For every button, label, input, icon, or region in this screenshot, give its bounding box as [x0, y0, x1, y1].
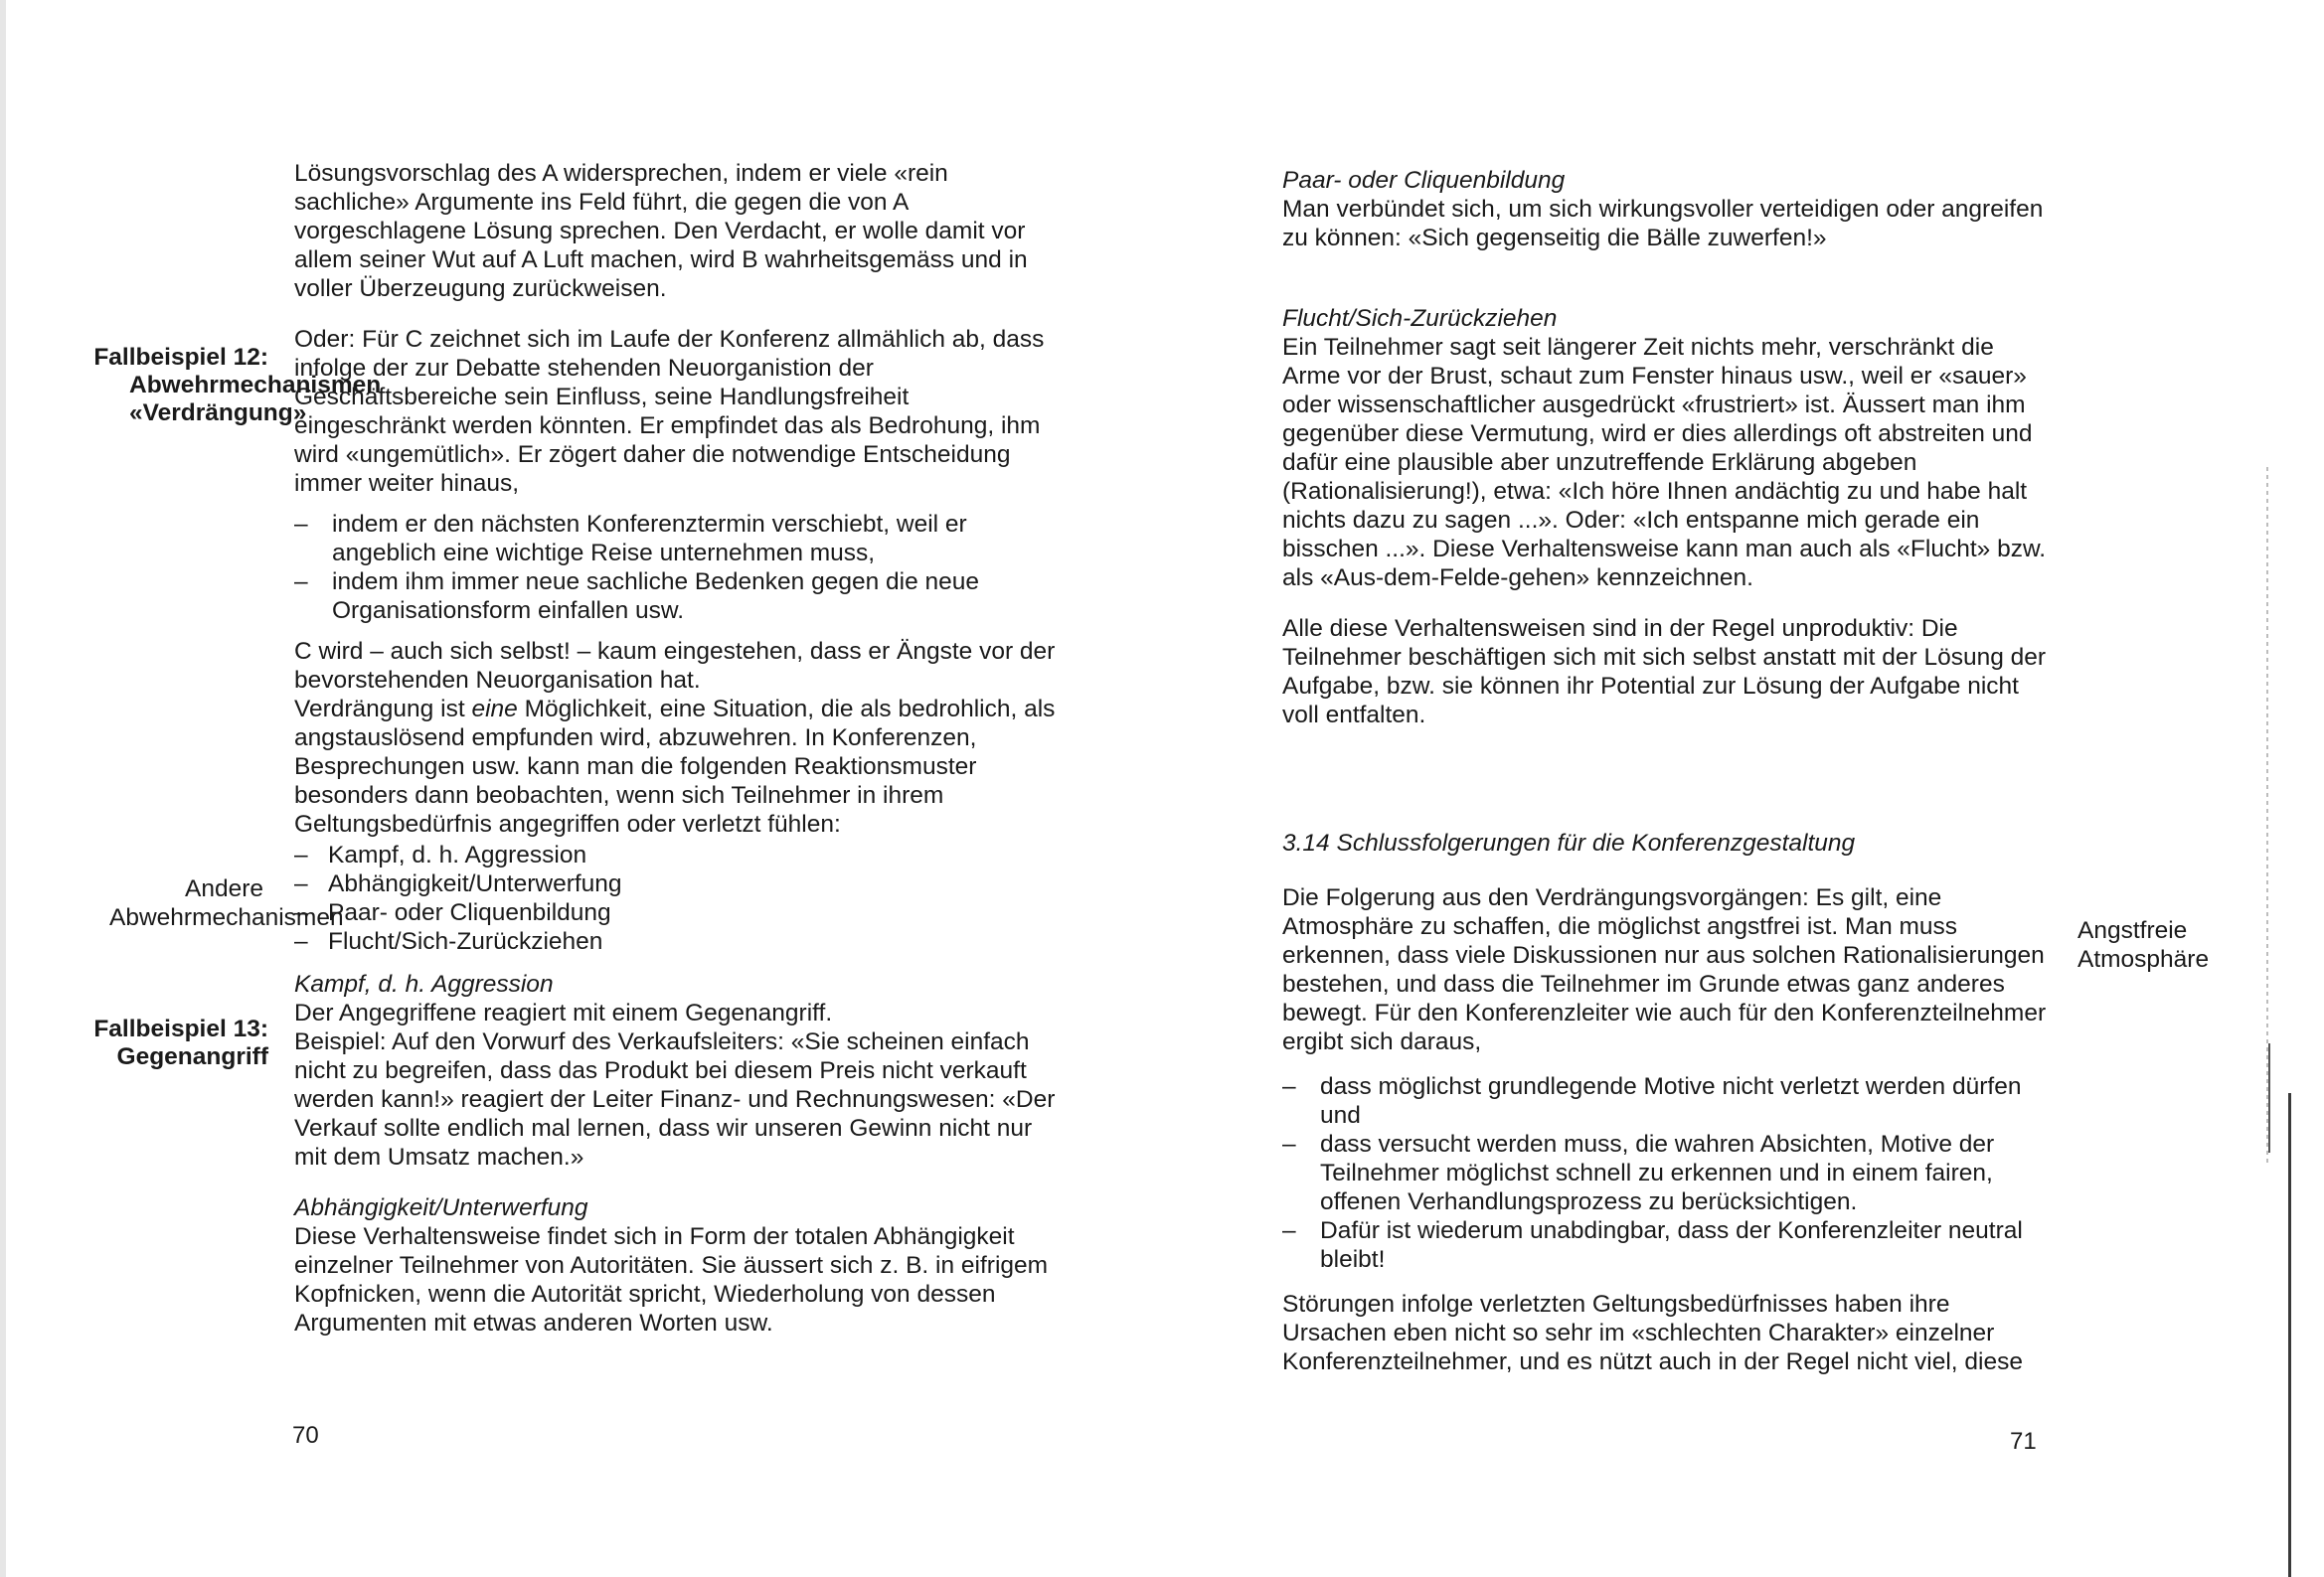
c-admits-paragraph: C wird – auch sich selbst! – kaum eingestehen, dass er Ängste vor der bevorstehenden Neuorganisation hat. [294, 638, 1056, 694]
kampf-heading: Kampf, d. h. Aggression [294, 971, 554, 998]
binding-line [2268, 1043, 2270, 1153]
case12-bullet-list [294, 510, 1065, 625]
other-mechanisms-label: Andere Abwehrmechanismen [109, 875, 344, 931]
case12-text: Oder: Für C zeichnet sich im Laufe der Konferenz allmählich ab, dass infolge der zur Debatte stehenden Neuorganistion der Geschäftsbereiche sein Einfluss, seine Handlungsfreiheit eingeschränkt werden könnten. Er empfindet das als Bedrohung, ihm wird «ungemütlich». Er zögert daher die notwendige Entscheidung immer weiter hinaus, [294, 326, 1045, 497]
list-item: – dass versucht werden muss, die wahren Absichten, Motive der Teilnehmer möglichst schnell zu erkennen und in einem fairen, offenen Verhandlungsprozess zu berücksichtigen. [1282, 1130, 2050, 1216]
angstfreie-margin-note: Angstfreie Atmosphäre [2077, 917, 2210, 973]
list-item: – Flucht/Sich-Zurückziehen [294, 927, 1065, 956]
kampf-line: Der Angegriffene reagiert mit einem Gegenangriff. [294, 1000, 833, 1026]
case13-sublabel: Gegenangriff [116, 1043, 268, 1070]
flight-heading: Flucht/Sich-Zurückziehen [1282, 305, 1558, 332]
repression-paragraph [294, 695, 1065, 839]
repression-emphasis: eine [471, 696, 518, 722]
list-item: – Abhängigkeit/Unterwerfung [294, 869, 1065, 898]
left-page-number: 70 [292, 1422, 319, 1449]
conclusion-paragraph: Die Folgerung aus den Verdrängungsvorgängen: Es gilt, eine Atmosphäre zu schaffen, die möglichst angstfrei ist. Man muss erkennen, dass viele Diskussionen nur aus solchen Rationalisierungen bestehen, und dass die Teilnehmer im Grunde etwas ganz anderes bewegt. Für den Konferenzleiter wie auch für den Konferenzteilnehmer ergibt sich daraus, [1282, 884, 2047, 1055]
intro-paragraph: Lösungsvorschlag des A widersprechen, indem er viele «rein sachliche» Argumente ins Feld führt, die gegen die von A vorgeschlagene Lösung sprechen. Den Verdacht, er wolle damit vor allem seiner Wut auf A Luft machen, wird B wahrheitsgemäss und in voller Überzeugung zurückweisen. [294, 160, 1028, 302]
pair-heading: Paar- oder Cliquenbildung [1282, 167, 1566, 194]
right-main-column [1282, 166, 2050, 1376]
flight-text: Ein Teilnehmer sagt seit längerer Zeit nichts mehr, verschränkt die Arme vor der Brust, schaut zum Fenster hinaus usw., weil er «sauer» oder wissenschaftlicher ausgedrückt «frustriert» ist. Äussert man ihm gegenüber diese Vermutung, wird er dies allerdings oft abstreiten und dafür eine plausible aber unzutreffende Erklärung abgeben (Rationalisierung!), etwa: «Ich höre Ihnen andächtig zu und habe halt nichts dazu zu sagen ...». Oder: «Ich entspanne mich gerade ein bisschen ...». Diese Verhaltensweise kann man auch als «Flucht» bzw. als «Aus-dem-Felde-gehen» kennzeichnen. [1282, 334, 2047, 591]
dependency-heading: Abhängigkeit/Unterwerfung [294, 1194, 588, 1221]
list-item: – Paar- oder Cliquenbildung [294, 898, 1065, 927]
list-item: – dass möglichst grundlegende Motive nicht verletzt werden dürfen und [1282, 1072, 2050, 1130]
list-item: – Dafür ist wiederum unabdingbar, dass der Konferenzleiter neutral bleibt! [1282, 1216, 2050, 1274]
repression-pre: Verdrängung ist [294, 696, 465, 722]
left-main-column [294, 159, 1065, 1338]
page-edge-line [2288, 1093, 2291, 1577]
case12-label: Fallbeispiel 12: [93, 344, 268, 371]
pair-text: Man verbündet sich, um sich wirkungsvoller verteidigen oder angreifen zu können: «Sich gegenseitig die Bälle zuwerfen!» [1282, 196, 2044, 251]
list-item: – indem er den nächsten Konferenztermin verschiebt, weil er angeblich eine wichtige Reise unternehmen muss, [294, 510, 1065, 567]
section-heading: 3.14 Schlussfolgerungen für die Konferenzgestaltung [1282, 830, 1856, 857]
dependency-text: Diese Verhaltensweise findet sich in Form der totalen Abhängigkeit einzelner Teilnehmer von Autoritäten. Sie äussert sich z. B. in eifrigem Kopfnicken, wenn die Autorität spricht, Wiederholung von dessen Argumenten mit etwas anderen Worten usw. [294, 1223, 1049, 1337]
reaction-patterns-list [294, 841, 1065, 956]
conclusion-bullet-list [1282, 1072, 2050, 1274]
case12-sublabel: Abwehrmechanismen «Verdrängung» [129, 372, 382, 426]
list-item: – indem ihm immer neue sachliche Bedenken gegen die neue Organisationsform einfallen usw. [294, 567, 1065, 625]
summary-paragraph: Alle diese Verhaltensweisen sind in der Regel unproduktiv: Die Teilnehmer beschäftigen sich mit sich selbst anstatt mit der Lösung der Aufgabe, bzw. sie können ihr Potential zur Lösung der Aufgabe nicht voll entfalten. [1282, 615, 2047, 728]
right-page [1163, 0, 2324, 1577]
disturbance-paragraph: Störungen infolge verletzten Geltungsbedürfnisses haben ihre Ursachen eben nicht so sehr im «schlechten Charakter» einzelner Konferenzteilnehmer, und es nützt auch in der Regel nicht viel, diese [1282, 1291, 2023, 1375]
right-page-number: 71 [2010, 1428, 2037, 1455]
case12-margin-label [60, 344, 382, 427]
repression-post: Möglichkeit, eine Situation, die als bedrohlich, als angstauslösend empfunden wird, abzuwehren. In Konferenzen, Besprechungen usw. kann man die folgenden Reaktionsmuster besonders dann beobachten, wenn sich Teilnehmer in ihrem Geltungsbedürfnis angegriffen oder verletzt fühlen: [294, 696, 1056, 838]
other-mechanisms-margin-label [109, 874, 344, 932]
case13-margin-label [60, 1016, 268, 1071]
list-item: – Kampf, d. h. Aggression [294, 841, 1065, 869]
case13-label: Fallbeispiel 13: [93, 1016, 268, 1042]
kampf-example: Beispiel: Auf den Vorwurf des Verkaufsleiters: «Sie scheinen einfach nicht zu begreifen, dass das Produkt bei diesem Preis nicht verkauft werden kann!» reagiert der Leiter Finanz- und Rechnungswesen: «Der Verkauf sollte endlich mal lernen, dass wir unseren Gewinn nicht nur mit dem Umsatz machen.» [294, 1028, 1056, 1171]
